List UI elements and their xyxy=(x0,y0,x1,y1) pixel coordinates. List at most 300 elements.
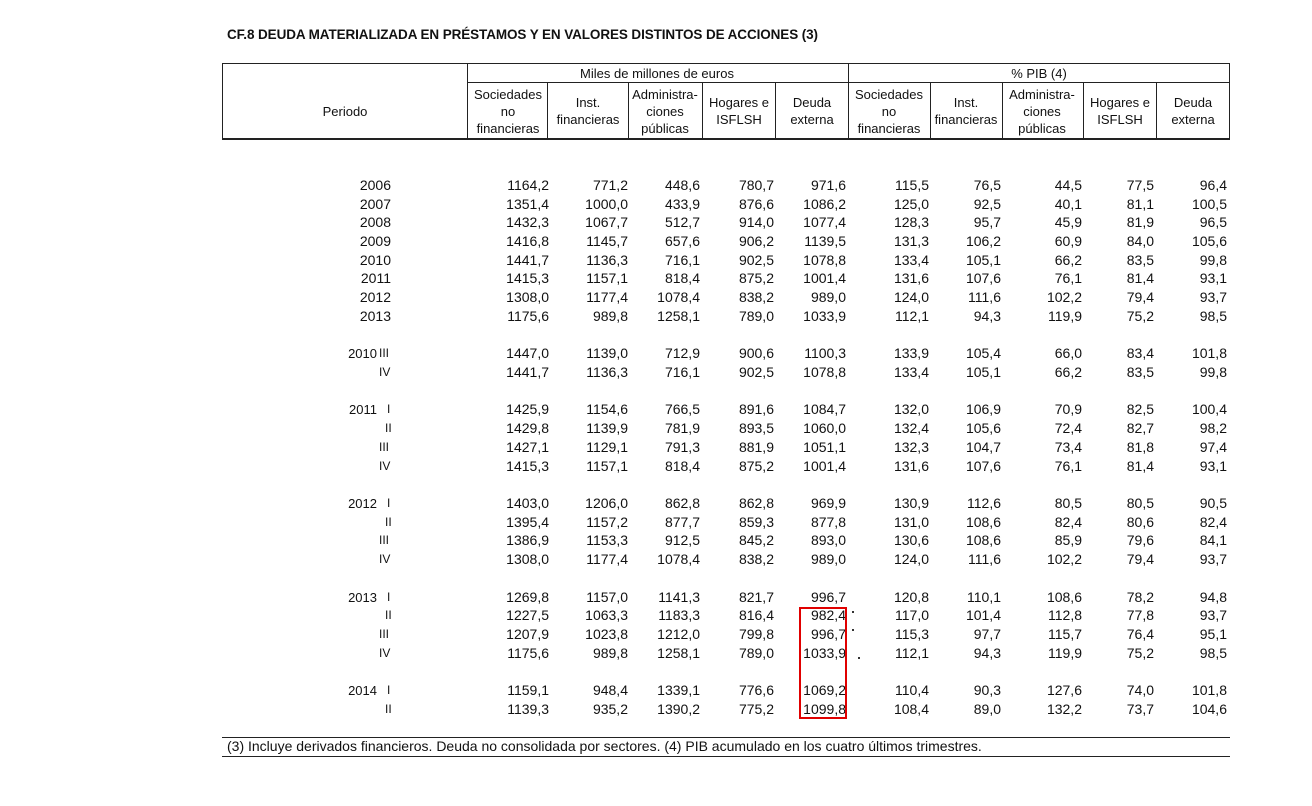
table-cell: 93,7 xyxy=(1199,289,1227,305)
table-cell: 80,5 xyxy=(1126,495,1154,511)
table-cell: 906,2 xyxy=(738,233,774,249)
table-cell: 1129,1 xyxy=(586,439,628,455)
table-cell: 996,7 xyxy=(810,589,846,605)
table-row xyxy=(0,682,1312,701)
table-cell: 85,9 xyxy=(1054,532,1082,548)
table-cell: 1175,6 xyxy=(507,308,549,324)
table-cell: 1416,8 xyxy=(506,233,549,249)
table-row xyxy=(0,458,1312,477)
table-cell: 104,7 xyxy=(965,439,1001,455)
table-cell: 1183,3 xyxy=(658,607,700,623)
table-cell: 1212,0 xyxy=(657,626,700,642)
table-cell: 1308,0 xyxy=(506,289,549,305)
table-cell: 80,6 xyxy=(1126,514,1154,530)
footnote: (3) Incluye derivados financieros. Deuda no consolidada por sectores. (4) PIB acumulado en los cuatro últimos trimestres. xyxy=(227,738,982,754)
column-header-line: Deuda xyxy=(792,95,832,110)
table-cell: 111,6 xyxy=(968,551,1001,567)
column-header-line: financieras xyxy=(857,120,921,136)
period-year: 2012 xyxy=(359,289,391,305)
table-cell: 989,0 xyxy=(810,289,846,305)
table-row xyxy=(0,532,1312,551)
table-cell: 791,3 xyxy=(664,439,700,455)
table-cell: 44,5 xyxy=(1054,177,1082,193)
table-cell: 84,0 xyxy=(1126,233,1154,249)
column-header xyxy=(448,86,568,137)
table-cell: 81,8 xyxy=(1126,439,1154,455)
table-cell: 1099,8 xyxy=(803,701,846,717)
table-cell: 799,8 xyxy=(738,626,774,642)
column-header xyxy=(982,86,1102,137)
column-separator xyxy=(848,63,849,139)
header-bottom-border xyxy=(222,138,1230,140)
table-cell: 1051,1 xyxy=(803,439,846,455)
table-cell: 1153,3 xyxy=(586,532,628,548)
table-cell: 1067,7 xyxy=(585,214,628,230)
table-cell: 108,4 xyxy=(893,701,929,717)
annotation-dot xyxy=(852,629,854,631)
table-cell: 105,6 xyxy=(965,420,1001,436)
table-cell: 128,3 xyxy=(893,214,929,230)
table-cell: 79,6 xyxy=(1126,532,1154,548)
column-header-line: Hogares e xyxy=(709,95,769,110)
column-header-line: ISFLSH xyxy=(1097,112,1143,127)
table-cell: 83,5 xyxy=(1126,364,1154,380)
table-cell: 876,6 xyxy=(738,196,774,212)
table-cell: 93,1 xyxy=(1199,458,1227,474)
table-cell: 1177,4 xyxy=(586,289,628,305)
table-cell: 98,2 xyxy=(1199,420,1227,436)
table-cell: 115,7 xyxy=(1048,626,1082,642)
annotation-dot xyxy=(858,657,860,659)
table-cell: 1139,5 xyxy=(804,233,846,249)
column-header-line: no xyxy=(500,103,516,119)
table-cell: 969,9 xyxy=(810,495,846,511)
table-cell: 90,3 xyxy=(973,682,1001,698)
table-cell: 100,4 xyxy=(1191,401,1227,417)
table-cell: 119,9 xyxy=(1048,308,1082,324)
table-cell: 75,2 xyxy=(1126,308,1154,324)
table-cell: 131,3 xyxy=(893,233,929,249)
table-cell: 125,0 xyxy=(893,196,929,212)
table-row xyxy=(0,233,1312,252)
table-cell: 1395,4 xyxy=(506,514,549,530)
table-cell: 771,2 xyxy=(592,177,628,193)
table-cell: 105,1 xyxy=(965,364,1001,380)
table-row xyxy=(0,345,1312,364)
table-cell: 881,9 xyxy=(738,439,774,455)
table-cell: 84,1 xyxy=(1199,532,1227,548)
column-header-line: externa xyxy=(1171,112,1215,127)
table-cell: 776,6 xyxy=(738,682,774,698)
period-year: 2010 xyxy=(359,252,391,268)
table-row xyxy=(0,289,1312,308)
table-cell: 989,8 xyxy=(592,645,628,661)
table-cell: 132,3 xyxy=(893,439,929,455)
table-cell: 1157,0 xyxy=(586,589,628,605)
table-cell: 1269,8 xyxy=(506,589,549,605)
table-cell: 862,8 xyxy=(738,495,774,511)
table-cell: 66,2 xyxy=(1054,364,1082,380)
table-cell: 1432,3 xyxy=(506,214,549,230)
period-quarter: IV xyxy=(379,552,391,566)
highlight-box xyxy=(799,607,847,719)
table-cell: 101,4 xyxy=(965,607,1001,623)
annotation-dot xyxy=(852,611,854,613)
table-cell: 133,4 xyxy=(893,364,929,380)
table-cell: 875,2 xyxy=(738,270,774,286)
table-cell: 1139,3 xyxy=(507,701,549,717)
table-cell: 106,2 xyxy=(965,233,1001,249)
table-cell: 1033,9 xyxy=(803,308,846,324)
table-cell: 81,1 xyxy=(1126,196,1154,212)
period-year: 2013 xyxy=(348,590,377,605)
period-quarter: III xyxy=(379,440,390,454)
table-cell: 92,5 xyxy=(973,196,1001,212)
table-row xyxy=(0,252,1312,271)
table-cell: 789,0 xyxy=(738,308,774,324)
table-cell: 99,8 xyxy=(1199,252,1227,268)
table-row xyxy=(0,270,1312,289)
table-cell: 1033,9 xyxy=(803,645,846,661)
column-header xyxy=(679,94,799,128)
table-row xyxy=(0,364,1312,383)
table-cell: 78,2 xyxy=(1126,589,1154,605)
table-row xyxy=(0,439,1312,458)
table-cell: 73,4 xyxy=(1054,439,1082,455)
table-cell: 97,7 xyxy=(973,626,1001,642)
table-cell: 1154,6 xyxy=(586,401,628,417)
table-cell: 112,6 xyxy=(967,495,1001,511)
table-cell: 1441,7 xyxy=(506,364,549,380)
table-cell: 1157,1 xyxy=(586,270,628,286)
table-cell: 716,1 xyxy=(664,252,700,268)
table-cell: 1060,0 xyxy=(803,420,846,436)
column-header xyxy=(528,94,648,128)
table-cell: 859,3 xyxy=(738,514,774,530)
table-cell: 1001,4 xyxy=(803,270,846,286)
column-header-line: Administra- xyxy=(1009,86,1075,102)
table-cell: 77,5 xyxy=(1126,177,1154,193)
table-cell: 102,2 xyxy=(1046,551,1082,567)
table-cell: 1078,8 xyxy=(803,252,846,268)
table-cell: 877,8 xyxy=(810,514,846,530)
table-cell: 75,2 xyxy=(1126,645,1154,661)
table-cell: 821,7 xyxy=(738,589,774,605)
table-cell: 1136,3 xyxy=(586,364,628,380)
table-cell: 1023,8 xyxy=(585,626,628,642)
period-year: 2009 xyxy=(359,233,391,249)
table-cell: 115,3 xyxy=(895,626,929,642)
period-header: Periodo xyxy=(322,104,368,119)
table-cell: 1100,3 xyxy=(804,345,846,361)
table-cell: 818,4 xyxy=(664,458,700,474)
table-cell: 1427,1 xyxy=(506,439,549,455)
table-cell: 93,1 xyxy=(1199,270,1227,286)
table-cell: 60,9 xyxy=(1054,233,1082,249)
table-cell: 124,0 xyxy=(893,551,929,567)
table-cell: 1339,1 xyxy=(657,682,700,698)
table-cell: 76,1 xyxy=(1054,270,1082,286)
group-header-euros: Miles de millones de euros xyxy=(580,66,734,81)
table-cell: 902,5 xyxy=(738,364,774,380)
table-row xyxy=(0,645,1312,664)
table-cell: 94,3 xyxy=(973,645,1001,661)
table-cell: 77,8 xyxy=(1126,607,1154,623)
table-cell: 877,7 xyxy=(664,514,700,530)
column-separator xyxy=(775,82,776,139)
table-cell: 1206,0 xyxy=(585,495,628,511)
column-header-line: no xyxy=(881,103,897,119)
table-title: CF.8 DEUDA MATERIALIZADA EN PRÉSTAMOS Y EN VALORES DISTINTOS DE ACCIONES (3) xyxy=(227,27,818,42)
table-cell: 90,5 xyxy=(1199,495,1227,511)
table-cell: 132,4 xyxy=(893,420,929,436)
table-row xyxy=(0,589,1312,608)
table-cell: 1139,0 xyxy=(586,345,628,361)
table-cell: 1175,6 xyxy=(507,645,549,661)
table-cell: 766,5 xyxy=(664,401,700,417)
group-header-pib: % PIB (4) xyxy=(1011,66,1067,81)
table-cell: 104,6 xyxy=(1191,701,1227,717)
period-quarter: IV xyxy=(379,646,391,660)
column-header-line: financieras xyxy=(476,120,540,136)
table-cell: 112,8 xyxy=(1048,607,1082,623)
table-cell: 108,6 xyxy=(965,532,1001,548)
period-year: 2011 xyxy=(349,402,377,417)
table-cell: 1425,9 xyxy=(506,401,549,417)
table-cell: 1069,2 xyxy=(803,682,846,698)
table-row xyxy=(0,420,1312,439)
column-header-line: públicas xyxy=(641,120,689,136)
period-year: 2011 xyxy=(360,270,391,286)
table-cell: 1078,8 xyxy=(803,364,846,380)
table-cell: 1164,2 xyxy=(507,177,549,193)
column-header-line: ciones xyxy=(1023,103,1061,119)
table-row xyxy=(0,495,1312,514)
table-cell: 130,6 xyxy=(893,532,929,548)
table-cell: 845,2 xyxy=(738,532,774,548)
table-cell: 1001,4 xyxy=(803,458,846,474)
column-header xyxy=(605,86,725,137)
table-cell: 45,9 xyxy=(1054,214,1082,230)
table-cell: 98,5 xyxy=(1199,308,1227,324)
table-cell: 79,4 xyxy=(1126,289,1154,305)
table-row xyxy=(0,214,1312,233)
period-year: 2014 xyxy=(348,683,377,698)
table-cell: 838,2 xyxy=(738,289,774,305)
table-cell: 912,5 xyxy=(664,532,700,548)
table-row xyxy=(0,551,1312,570)
table-cell: 72,4 xyxy=(1054,420,1082,436)
table-cell: 124,0 xyxy=(893,289,929,305)
table-cell: 948,4 xyxy=(592,682,628,698)
table-cell: 1177,4 xyxy=(586,551,628,567)
table-cell: 1000,0 xyxy=(585,196,628,212)
table-cell: 112,1 xyxy=(895,308,929,324)
table-cell: 893,5 xyxy=(738,420,774,436)
table-cell: 108,6 xyxy=(965,514,1001,530)
table-cell: 105,6 xyxy=(1191,233,1227,249)
table-cell: 110,1 xyxy=(967,589,1001,605)
table-cell: 132,2 xyxy=(1046,701,1082,717)
period-quarter: III xyxy=(379,533,390,547)
table-cell: 100,5 xyxy=(1191,196,1227,212)
table-cell: 94,3 xyxy=(973,308,1001,324)
column-header-line: Inst. xyxy=(953,95,979,110)
table-cell: 996,7 xyxy=(810,626,846,642)
table-cell: 789,0 xyxy=(738,645,774,661)
column-header-line: financieras xyxy=(556,112,620,127)
table-cell: 80,5 xyxy=(1054,495,1082,511)
table-cell: 82,4 xyxy=(1199,514,1227,530)
table-cell: 818,4 xyxy=(664,270,700,286)
column-separator xyxy=(930,82,931,139)
column-header-line: ISFLSH xyxy=(716,112,762,127)
column-separator xyxy=(1156,82,1157,139)
table-cell: 105,1 xyxy=(965,252,1001,268)
table-cell: 1351,4 xyxy=(506,196,549,212)
table-cell: 1227,5 xyxy=(506,607,549,623)
column-header xyxy=(752,94,872,128)
table-cell: 95,1 xyxy=(1199,626,1227,642)
period-year: 2006 xyxy=(359,177,391,193)
table-cell: 838,2 xyxy=(738,551,774,567)
period-quarter: I xyxy=(387,590,391,604)
table-row xyxy=(0,401,1312,420)
table-cell: 1078,4 xyxy=(657,551,700,567)
table-cell: 1441,7 xyxy=(506,252,549,268)
table-cell: 862,8 xyxy=(664,495,700,511)
table-cell: 110,4 xyxy=(895,682,929,698)
column-header xyxy=(1060,94,1180,128)
header-top-border xyxy=(222,63,1230,64)
table-cell: 982,4 xyxy=(810,607,846,623)
period-quarter: II xyxy=(385,702,392,716)
table-cell: 120,8 xyxy=(893,589,929,605)
table-cell: 101,8 xyxy=(1191,682,1227,698)
table-cell: 74,0 xyxy=(1126,682,1154,698)
period-year: 2007 xyxy=(359,196,391,212)
table-cell: 989,0 xyxy=(810,551,846,567)
table-cell: 107,6 xyxy=(965,458,1001,474)
header-right-border xyxy=(1229,63,1230,139)
table-cell: 512,7 xyxy=(664,214,700,230)
table-cell: 816,4 xyxy=(738,607,774,623)
table-cell: 93,7 xyxy=(1199,607,1227,623)
table-cell: 93,7 xyxy=(1199,551,1227,567)
table-cell: 448,6 xyxy=(664,177,700,193)
table-row xyxy=(0,701,1312,720)
column-separator xyxy=(467,63,468,139)
table-cell: 81,4 xyxy=(1126,458,1154,474)
column-header-line: Inst. xyxy=(575,95,601,110)
column-header xyxy=(906,94,1026,128)
period-quarter: III xyxy=(379,346,390,360)
table-cell: 900,6 xyxy=(738,345,774,361)
table-cell: 891,6 xyxy=(738,401,774,417)
column-header-line: externa xyxy=(790,112,834,127)
column-header-line: Administra- xyxy=(632,86,698,102)
table-cell: 1429,8 xyxy=(506,420,549,436)
table-cell: 971,6 xyxy=(810,177,846,193)
table-cell: 1159,1 xyxy=(507,682,549,698)
table-cell: 902,5 xyxy=(738,252,774,268)
table-cell: 935,2 xyxy=(592,701,628,717)
table-cell: 1145,7 xyxy=(586,233,628,249)
table-cell: 893,0 xyxy=(810,532,846,548)
table-cell: 73,7 xyxy=(1126,701,1154,717)
period-quarter: IV xyxy=(379,459,391,473)
column-separator xyxy=(1083,82,1084,139)
table-cell: 89,0 xyxy=(973,701,1001,717)
column-header-line: Sociedades xyxy=(855,86,923,102)
table-cell: 106,9 xyxy=(965,401,1001,417)
table-cell: 1157,2 xyxy=(586,514,628,530)
table-cell: 95,7 xyxy=(973,214,1001,230)
table-cell: 133,4 xyxy=(893,252,929,268)
table-cell: 105,4 xyxy=(965,345,1001,361)
table-cell: 101,8 xyxy=(1191,345,1227,361)
period-quarter: III xyxy=(379,627,390,641)
table-cell: 1308,0 xyxy=(506,551,549,567)
table-cell: 989,8 xyxy=(592,308,628,324)
table-cell: 130,9 xyxy=(893,495,929,511)
footnote-bottom-border xyxy=(222,756,1230,757)
table-cell: 98,5 xyxy=(1199,645,1227,661)
table-cell: 1141,3 xyxy=(658,589,700,605)
table-row xyxy=(0,626,1312,645)
table-cell: 83,5 xyxy=(1126,252,1154,268)
table-cell: 781,9 xyxy=(664,420,700,436)
table-cell: 1136,3 xyxy=(586,252,628,268)
table-cell: 1258,1 xyxy=(657,645,700,661)
table-row xyxy=(0,607,1312,626)
table-cell: 1084,7 xyxy=(803,401,846,417)
table-cell: 96,4 xyxy=(1199,177,1227,193)
period-year: 2008 xyxy=(359,214,391,230)
table-cell: 1447,0 xyxy=(506,345,549,361)
table-cell: 70,9 xyxy=(1054,401,1082,417)
table-cell: 111,6 xyxy=(968,289,1001,305)
table-cell: 96,5 xyxy=(1199,214,1227,230)
table-cell: 1086,2 xyxy=(803,196,846,212)
table-cell: 1415,3 xyxy=(506,270,549,286)
table-cell: 914,0 xyxy=(738,214,774,230)
period-year: 2012 xyxy=(348,496,377,511)
period-quarter: I xyxy=(387,683,391,697)
period-quarter: II xyxy=(385,421,392,435)
table-cell: 131,0 xyxy=(893,514,929,530)
table-cell: 1258,1 xyxy=(657,308,700,324)
table-cell: 108,6 xyxy=(1046,589,1082,605)
column-header-line: Deuda xyxy=(1173,95,1213,110)
table-cell: 131,6 xyxy=(893,458,929,474)
table-cell: 102,2 xyxy=(1046,289,1082,305)
column-header-line: públicas xyxy=(1018,120,1066,136)
column-separator xyxy=(1002,82,1003,139)
table-cell: 99,8 xyxy=(1199,364,1227,380)
table-cell: 76,5 xyxy=(973,177,1001,193)
table-cell: 131,6 xyxy=(893,270,929,286)
table-cell: 119,9 xyxy=(1048,645,1082,661)
period-quarter: IV xyxy=(379,365,391,379)
period-year: 2013 xyxy=(359,308,391,324)
period-quarter: I xyxy=(387,402,391,416)
period-quarter: II xyxy=(385,608,392,622)
table-cell: 79,4 xyxy=(1126,551,1154,567)
table-cell: 1390,2 xyxy=(657,701,700,717)
table-cell: 66,0 xyxy=(1054,345,1082,361)
table-cell: 127,6 xyxy=(1046,682,1082,698)
